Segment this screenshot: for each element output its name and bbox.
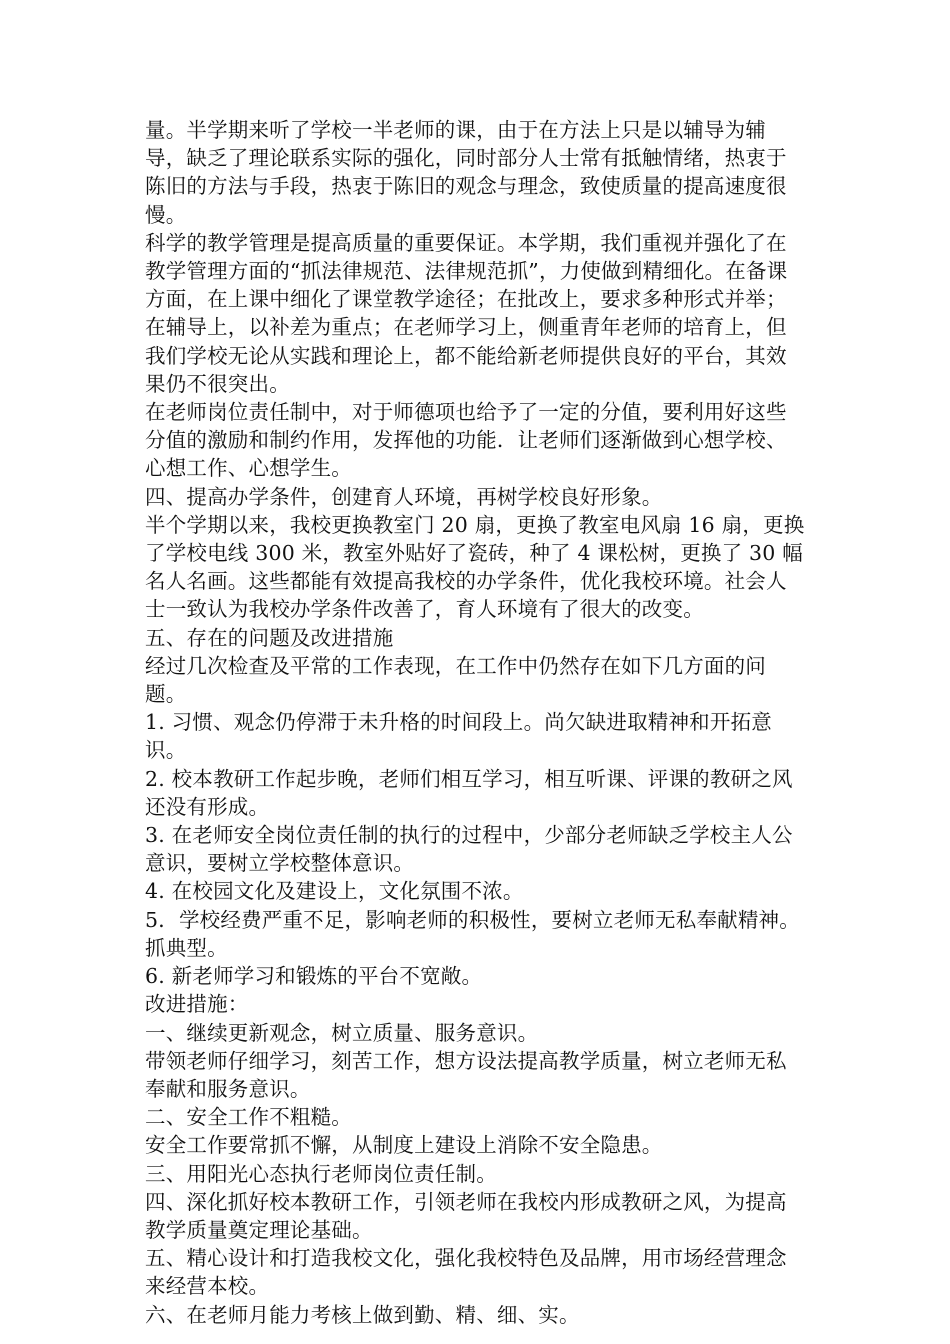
heading-improvement-measures: 改进措施： bbox=[145, 992, 249, 1017]
measure-heading-2: 二、安全工作不粗糙。 bbox=[145, 1105, 352, 1130]
heading-section-four: 四、提高办学条件，创建育人环境，再树学校良好形象。 bbox=[145, 484, 663, 509]
list-item-problem-1: 1. 习惯、观念仍停滞于未升格的时间段上。尚欠缺进取精神和开拓意识。 bbox=[145, 710, 772, 763]
measure-heading-3: 三、用阳光心态执行老师岗位责任制。 bbox=[145, 1161, 497, 1186]
measure-detail-1: 带领老师仔细学习，刻苦工作，想方设法提高教学质量，树立老师无私奉献和服务意识。 bbox=[145, 1048, 787, 1101]
measure-heading-1: 一、继续更新观念，树立质量、服务意识。 bbox=[145, 1020, 539, 1045]
list-item-problem-3: 3. 在老师安全岗位责任制的执行的过程中，少部分老师缺乏学校主人公意识，要树立学校整体意识。 bbox=[145, 823, 793, 876]
measure-heading-5: 五、精心设计和打造我校文化，强化我校特色及品牌，用市场经营理念来经营本校。 bbox=[145, 1246, 787, 1299]
list-item-problem-5: 5．学校经费严重不足，影响老师的积极性，要树立老师无私奉献精神。抓典型。 bbox=[145, 907, 800, 960]
paragraph-problems-intro: 经过几次检查及平常的工作表现，在工作中仍然存在如下几方面的问题。 bbox=[145, 653, 766, 707]
heading-section-five: 五、存在的问题及改进措施 bbox=[145, 625, 394, 650]
measure-heading-4: 四、深化抓好校本教研工作，引领老师在我校内形成教研之风，为提高教学质量奠定理论基础。 bbox=[145, 1189, 787, 1242]
paragraph-responsibility-system: 在老师岗位责任制中，对于师德项也给予了一定的分值，要利用好这些分值的激励和制约作用，发挥他的功能．让老师们逐渐做到心想学校、心想工作、心想学生。 bbox=[145, 400, 787, 481]
document-page bbox=[145, 116, 805, 1329]
list-item-problem-2: 2. 校本教研工作起步晚，老师们相互学习，相互听课、评课的教研之风还没有形成。 bbox=[145, 766, 793, 819]
list-item-problem-6: 6. 新老师学习和锻炼的平台不宽敞。 bbox=[145, 964, 483, 989]
measure-detail-2: 安全工作要常抓不懈，从制度上建设上消除不安全隐患。 bbox=[145, 1133, 663, 1158]
paragraph-school-conditions: 半个学期以来，我校更换教室门 20 扇，更换了教室电风扇 16 扇，更换了学校电线 300 米，教室外贴好了瓷砖，种了 4 课松树，更换了 30 幅名人名画。这些都能有效提高我校的办学条件，优化我校环境。社会人士一致认为我校办学条件改善了，育人环境有了很大的改变。 bbox=[145, 512, 805, 622]
measure-heading-6: 六、在老师月能力考核上做到勤、精、细、实。 bbox=[145, 1302, 580, 1327]
list-item-problem-4: 4. 在校园文化及建设上，文化氛围不浓。 bbox=[145, 879, 524, 904]
paragraph-teaching-management: 科学的教学管理是提高质量的重要保证。本学期，我们重视并强化了在教学管理方面的“抓法律规范、法律规范抓”，力使做到精细化。在备课方面，在上课中细化了课堂教学途径；在批改上，要求多种形式并举；在辅导上，以补差为重点；在老师学习上，侧重青年老师的培育上，但我们学校无论从实践和理论上，都不能给新老师提供良好的平台，其效果仍不很突出。 bbox=[145, 230, 788, 396]
paragraph-quality-observation: 量。半学期来听了学校一半老师的课，由于在方法上只是以辅导为辅导，缺乏了理论联系实际的强化，同时部分人士常有抵触情绪，热衷于陈旧的方法与手段，热衷于陈旧的观念与理念，致使质量的提高速度很慢。 bbox=[145, 118, 787, 227]
